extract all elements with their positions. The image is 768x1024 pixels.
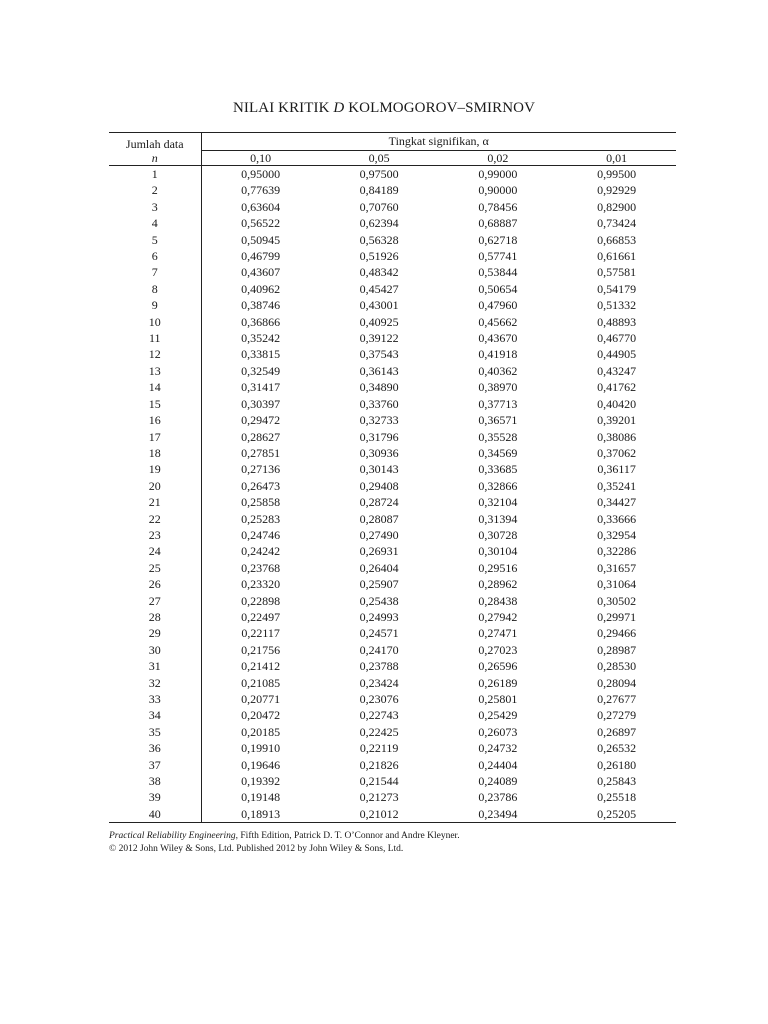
critical-value-cell: 0,68887 (478, 216, 518, 231)
table-row (109, 576, 676, 592)
row-n-cell: 24 (109, 543, 201, 559)
citation-footer (109, 830, 460, 855)
critical-value-cell: 0,41762 (597, 380, 637, 395)
critical-value-cell: 0,32286 (597, 544, 637, 559)
row-n-cell: 16 (109, 412, 201, 428)
table-row (109, 330, 676, 346)
critical-value-cell: 0,24242 (241, 544, 281, 559)
critical-value-cell: 0,78456 (478, 199, 518, 214)
table-row (109, 363, 676, 379)
table-body (109, 166, 676, 823)
row-n-cell: 11 (109, 330, 201, 346)
critical-value-cell: 0,25801 (478, 692, 518, 706)
critical-value-cell: 0,22119 (359, 741, 399, 756)
row-n-cell: 7 (109, 264, 201, 280)
critical-value-cell: 0,36143 (359, 363, 399, 378)
table-row (109, 806, 676, 823)
critical-value-cell: 0,33685 (478, 462, 518, 477)
table-row (109, 297, 676, 313)
critical-value-cell: 0,25438 (359, 593, 399, 608)
critical-value-cell: 0,31394 (478, 511, 518, 526)
row-n-cell: 8 (109, 281, 201, 297)
critical-value-cell: 0,43001 (359, 298, 399, 313)
critical-value-cell: 0,30143 (359, 462, 399, 477)
critical-value-cell: 0,24993 (359, 609, 399, 624)
critical-value-cell: 0,24571 (359, 626, 399, 641)
table-row (109, 543, 676, 559)
critical-value-cell: 0,95000 (241, 167, 281, 181)
table-row (109, 494, 676, 510)
row-n-cell: 18 (109, 445, 201, 461)
row-n-cell: 32 (109, 675, 201, 691)
critical-value-cell: 0,19392 (241, 774, 281, 789)
table-row (109, 182, 676, 198)
critical-value-cell: 0,40362 (478, 363, 518, 378)
column-header-significance: Tingkat signifikan, α (201, 133, 676, 151)
table-row (109, 396, 676, 412)
critical-value-cell: 0,30936 (359, 445, 399, 460)
critical-value-cell: 0,35242 (241, 331, 281, 346)
row-n-cell: 27 (109, 593, 201, 609)
critical-value-cell: 0,34890 (359, 380, 399, 395)
row-n-cell: 10 (109, 314, 201, 330)
row-n-cell: 39 (109, 789, 201, 805)
table-row (109, 314, 676, 330)
critical-value-cell: 0,30728 (478, 527, 518, 542)
table-row (109, 429, 676, 445)
table-row (109, 264, 676, 280)
row-n-cell: 5 (109, 232, 201, 248)
table-row (109, 642, 676, 658)
critical-value-cell: 0,31417 (241, 380, 281, 395)
table-row (109, 625, 676, 641)
critical-value-cell: 0,25283 (241, 511, 281, 526)
row-n-cell: 6 (109, 248, 201, 264)
critical-value-cell: 0,28987 (597, 642, 637, 657)
critical-value-cell: 0,24170 (359, 642, 399, 657)
table-row (109, 675, 676, 691)
critical-value-cell: 0,18913 (201, 806, 320, 823)
critical-value-cell: 0,90000 (478, 183, 518, 198)
table-row (109, 461, 676, 477)
critical-value-cell: 0,99500 (597, 167, 637, 181)
critical-value-cell: 0,26404 (359, 560, 399, 575)
table-row (109, 609, 676, 625)
critical-value-cell: 0,29472 (241, 413, 281, 428)
table-row (109, 478, 676, 494)
row-n-cell: 17 (109, 429, 201, 445)
critical-value-cell: 0,26189 (478, 675, 518, 690)
critical-value-cell: 0,26073 (478, 724, 518, 739)
critical-value-cell: 0,19910 (241, 741, 281, 756)
critical-value-cell: 0,32104 (478, 495, 518, 510)
critical-value-cell: 0,29466 (597, 626, 637, 641)
critical-value-cell: 0,77639 (241, 183, 281, 198)
critical-value-cell: 0,32954 (597, 527, 637, 542)
critical-value-cell: 0,23076 (359, 692, 399, 706)
critical-value-cell: 0,56522 (241, 216, 281, 231)
critical-value-cell: 0,45427 (359, 281, 399, 296)
critical-value-cell: 0,23768 (241, 560, 281, 575)
row-n-cell: 40 (109, 806, 201, 823)
critical-value-cell: 0,62394 (359, 216, 399, 231)
row-n-cell: 3 (109, 199, 201, 215)
critical-value-cell: 0,20771 (241, 692, 281, 706)
critical-value-cell: 0,23494 (439, 806, 558, 823)
critical-value-cell: 0,27471 (478, 626, 518, 641)
critical-value-cell: 0,23320 (241, 577, 281, 592)
critical-value-cell: 0,23788 (359, 659, 399, 674)
critical-value-cell: 0,30397 (241, 396, 281, 411)
critical-value-cell: 0,36117 (597, 462, 636, 477)
critical-value-cell: 0,25429 (478, 708, 518, 723)
book-title: Practical Reliability Engineering (109, 831, 236, 841)
table-row (109, 166, 676, 183)
table-row (109, 707, 676, 723)
column-header-level: 0,05 (320, 151, 439, 166)
column-header-level: 0,01 (557, 151, 676, 166)
row-n-cell: 12 (109, 346, 201, 362)
row-n-cell: 26 (109, 576, 201, 592)
critical-value-cell: 0,21412 (241, 659, 281, 674)
table-row (109, 757, 676, 773)
critical-value-cell: 0,27023 (478, 642, 518, 657)
table-row (109, 773, 676, 789)
row-n-cell: 30 (109, 642, 201, 658)
critical-value-cell: 0,48342 (359, 265, 399, 280)
critical-value-cell: 0,26532 (597, 741, 637, 756)
critical-value-cell: 0,29971 (597, 609, 637, 624)
critical-value-cell: 0,38086 (597, 429, 637, 444)
critical-value-cell: 0,46799 (241, 249, 281, 264)
critical-value-cell: 0,27136 (241, 462, 281, 477)
critical-value-cell: 0,92929 (597, 183, 637, 198)
table-row (109, 593, 676, 609)
critical-value-cell: 0,37713 (478, 396, 518, 411)
critical-value-cell: 0,19646 (241, 757, 281, 772)
critical-value-cell: 0,99000 (478, 167, 518, 181)
critical-value-cell: 0,28724 (359, 495, 399, 510)
critical-value-cell: 0,44905 (597, 347, 637, 362)
table-title (0, 100, 768, 117)
critical-value-cell: 0,21826 (359, 757, 399, 772)
citation-authors: , Fifth Edition, Patrick D. T. O’Connor and Andre Kleyner. (235, 831, 460, 841)
column-header-n: n (109, 151, 201, 166)
critical-value-cell: 0,51332 (597, 298, 637, 313)
critical-value-cell: 0,33760 (359, 396, 399, 411)
critical-value-cell: 0,54179 (597, 281, 637, 296)
critical-value-cell: 0,43670 (478, 331, 518, 346)
critical-value-cell: 0,23786 (478, 790, 518, 805)
critical-value-cell: 0,33666 (597, 511, 637, 526)
critical-value-cell: 0,25858 (241, 495, 281, 510)
critical-value-cell: 0,32549 (241, 363, 281, 378)
critical-value-cell: 0,22743 (359, 708, 399, 723)
citation-line-1 (109, 830, 460, 843)
critical-value-cell: 0,63604 (241, 199, 281, 214)
table-row (109, 445, 676, 461)
table-row (109, 215, 676, 231)
critical-value-cell: 0,32733 (359, 413, 399, 428)
critical-value-cell: 0,36866 (241, 314, 281, 329)
critical-value-cell: 0,25205 (557, 806, 676, 823)
critical-value-cell: 0,39201 (597, 413, 637, 428)
critical-value-cell: 0,41918 (478, 347, 518, 362)
row-n-cell: 31 (109, 658, 201, 674)
critical-value-cell: 0,30502 (597, 593, 637, 608)
critical-value-cell: 0,36571 (478, 413, 518, 428)
critical-value-cell: 0,31657 (597, 560, 637, 575)
row-n-cell: 13 (109, 363, 201, 379)
table-row (109, 412, 676, 428)
table-row (109, 281, 676, 297)
critical-value-cell: 0,43607 (241, 265, 281, 280)
critical-value-cell: 0,26473 (241, 478, 281, 493)
row-n-cell: 2 (109, 182, 201, 198)
critical-value-cell: 0,61661 (597, 249, 637, 264)
critical-value-cell: 0,28627 (241, 429, 281, 444)
table-row (109, 527, 676, 543)
critical-value-cell: 0,21085 (241, 675, 281, 690)
critical-value-cell: 0,21756 (241, 642, 281, 657)
row-n-cell: 14 (109, 379, 201, 395)
critical-value-cell: 0,97500 (359, 167, 399, 181)
critical-value-cell: 0,20472 (241, 708, 281, 723)
critical-value-cell: 0,50945 (241, 232, 281, 247)
critical-value-cell: 0,40962 (241, 281, 281, 296)
critical-value-cell: 0,51926 (359, 249, 399, 264)
critical-value-cell: 0,21544 (359, 774, 399, 789)
critical-value-cell: 0,30104 (478, 544, 518, 559)
row-n-cell: 23 (109, 527, 201, 543)
row-n-cell: 35 (109, 724, 201, 740)
critical-value-cell: 0,48893 (597, 314, 637, 329)
critical-value-cell: 0,24404 (478, 757, 518, 772)
row-n-cell: 28 (109, 609, 201, 625)
critical-value-cell: 0,22425 (359, 724, 399, 739)
critical-value-cell: 0,45662 (478, 314, 518, 329)
critical-value-cell: 0,37543 (359, 347, 399, 362)
table-row (109, 740, 676, 756)
table-row (109, 560, 676, 576)
row-n-cell: 19 (109, 461, 201, 477)
row-n-cell: 21 (109, 494, 201, 510)
column-header-level: 0,02 (439, 151, 558, 166)
column-header-jumlah-data: Jumlah data (109, 133, 201, 151)
critical-value-cell: 0,84189 (359, 183, 399, 198)
copyright-line: © 2012 John Wiley & Sons, Ltd. Published 2012 by John Wiley & Sons, Ltd. (109, 843, 404, 854)
critical-value-cell: 0,27851 (241, 445, 281, 460)
critical-value-cell: 0,24089 (478, 774, 518, 789)
row-n-cell: 22 (109, 511, 201, 527)
critical-value-cell: 0,28438 (478, 593, 518, 608)
critical-value-cell: 0,20185 (241, 724, 281, 739)
critical-value-cell: 0,32866 (478, 478, 518, 493)
row-n-cell: 1 (109, 166, 201, 183)
critical-value-cell: 0,25907 (359, 577, 399, 592)
critical-value-cell: 0,19148 (241, 790, 281, 805)
title-symbol: D (333, 100, 345, 116)
table-row (109, 379, 676, 395)
critical-value-cell: 0,43247 (597, 363, 637, 378)
row-n-cell: 29 (109, 625, 201, 641)
critical-value-cell: 0,34569 (478, 445, 518, 460)
critical-values-table (109, 132, 676, 823)
row-n-cell: 4 (109, 215, 201, 231)
critical-value-cell: 0,29408 (359, 478, 399, 493)
table-row (109, 346, 676, 362)
table-row (109, 724, 676, 740)
table-row (109, 789, 676, 805)
critical-value-cell: 0,40420 (597, 396, 637, 411)
critical-value-cell: 0,24746 (241, 527, 281, 542)
table-row (109, 248, 676, 264)
critical-value-cell: 0,22497 (241, 609, 281, 624)
critical-value-cell: 0,27279 (597, 708, 637, 723)
critical-value-cell: 0,26897 (597, 724, 637, 739)
critical-value-cell: 0,24732 (478, 741, 518, 756)
critical-value-cell: 0,22117 (241, 626, 280, 641)
critical-value-cell: 0,35241 (597, 478, 637, 493)
critical-value-cell: 0,40925 (359, 314, 399, 329)
table-row (109, 691, 676, 707)
critical-value-cell: 0,25843 (597, 774, 637, 789)
table-row (109, 511, 676, 527)
critical-value-cell: 0,26596 (478, 659, 518, 674)
row-n-cell: 20 (109, 478, 201, 494)
critical-value-cell: 0,31796 (359, 429, 399, 444)
critical-value-cell: 0,62718 (478, 232, 518, 247)
critical-value-cell: 0,53844 (478, 265, 518, 280)
critical-value-cell: 0,28087 (359, 511, 399, 526)
critical-value-cell: 0,27490 (359, 527, 399, 542)
row-n-cell: 37 (109, 757, 201, 773)
critical-value-cell: 0,38746 (241, 298, 281, 313)
critical-value-cell: 0,57741 (478, 249, 518, 264)
critical-value-cell: 0,27942 (478, 609, 518, 624)
row-n-cell: 36 (109, 740, 201, 756)
critical-value-cell: 0,21012 (320, 806, 439, 823)
critical-value-cell: 0,57581 (597, 265, 637, 280)
critical-value-cell: 0,37062 (597, 445, 637, 460)
column-header-level: 0,10 (201, 151, 320, 166)
critical-value-cell: 0,39122 (359, 331, 399, 346)
row-n-cell: 33 (109, 691, 201, 707)
row-n-cell: 34 (109, 707, 201, 723)
critical-value-cell: 0,82900 (597, 199, 637, 214)
row-n-cell: 38 (109, 773, 201, 789)
critical-value-cell: 0,33815 (241, 347, 281, 362)
row-n-cell: 15 (109, 396, 201, 412)
critical-value-cell: 0,50654 (478, 281, 518, 296)
critical-value-cell: 0,66853 (597, 232, 637, 247)
critical-value-cell: 0,47960 (478, 298, 518, 313)
critical-value-cell: 0,46770 (597, 331, 637, 346)
critical-value-cell: 0,25518 (597, 790, 637, 805)
table-row (109, 232, 676, 248)
title-prefix: NILAI KRITIK (232, 100, 330, 116)
critical-value-cell: 0,27677 (597, 692, 637, 706)
critical-value-cell: 0,26180 (597, 757, 637, 772)
critical-value-cell: 0,28094 (597, 675, 637, 690)
critical-value-cell: 0,29516 (478, 560, 518, 575)
critical-value-cell: 0,35528 (478, 429, 518, 444)
critical-value-cell: 0,22898 (241, 593, 281, 608)
critical-value-cell: 0,70760 (359, 199, 399, 214)
critical-value-cell: 0,26931 (359, 544, 399, 559)
title-suffix: KOLMOGOROV–SMIRNOV (348, 100, 536, 116)
critical-value-cell: 0,28962 (478, 577, 518, 592)
critical-value-cell: 0,73424 (597, 216, 637, 231)
critical-value-cell: 0,38970 (478, 380, 518, 395)
critical-value-cell: 0,28530 (597, 659, 637, 674)
critical-value-cell: 0,56328 (359, 232, 399, 247)
table-row (109, 658, 676, 674)
row-n-cell: 25 (109, 560, 201, 576)
row-n-cell: 9 (109, 297, 201, 313)
critical-value-cell: 0,23424 (359, 675, 399, 690)
table-row (109, 199, 676, 215)
critical-value-cell: 0,31064 (597, 577, 637, 592)
critical-value-cell: 0,21273 (359, 790, 399, 805)
critical-value-cell: 0,34427 (597, 495, 637, 510)
